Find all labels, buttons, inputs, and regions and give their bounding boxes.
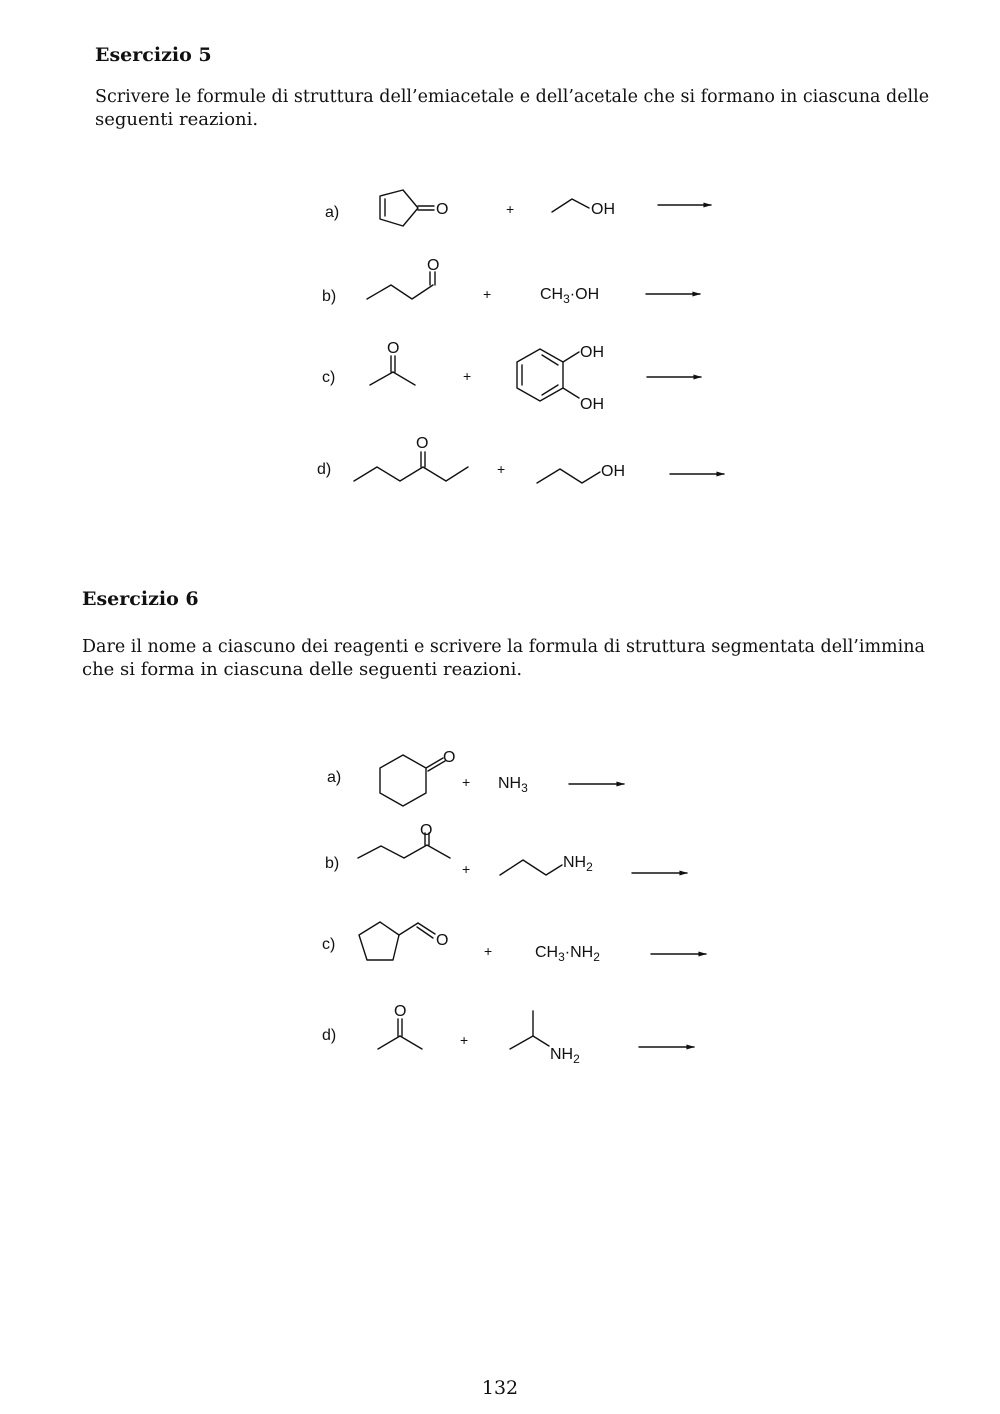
ethanol-structure xyxy=(552,199,615,218)
exercise-6-title: Esercizio 6 xyxy=(82,588,199,610)
plus-sign: + xyxy=(484,943,493,959)
plus-sign: + xyxy=(462,861,471,877)
oxygen-atom: O xyxy=(436,932,449,949)
hydroxyl-group-1: OH xyxy=(580,344,604,361)
cyclohexanone-structure xyxy=(380,749,455,806)
hydroxyl-group: OH xyxy=(601,463,625,480)
catechol-structure xyxy=(517,344,604,413)
hexan-3-one-structure xyxy=(354,435,468,481)
plus-sign: + xyxy=(460,1032,469,1048)
hydroxyl-group: OH xyxy=(591,201,615,218)
propanol-structure xyxy=(537,463,625,483)
oxygen-atom: O xyxy=(387,340,400,357)
oxygen-atom: O xyxy=(443,749,456,766)
plus-sign: + xyxy=(506,201,515,217)
ex5-reaction-a xyxy=(325,190,711,226)
amine-group: $NH_2$ xyxy=(563,854,593,874)
amine-group: $NH_2$ xyxy=(550,1046,580,1066)
ex6-reaction-a xyxy=(327,749,624,806)
exercise-5-instruction-line-1: Scrivere le formule di struttura dell’emiacetale e dell’acetale che si formano in ciascuna delle xyxy=(95,87,930,107)
reaction-label: d) xyxy=(317,461,332,478)
cyclopentenone-structure xyxy=(380,190,448,226)
methanol-formula: $CH_3\cdot OH$ xyxy=(540,286,600,306)
oxygen-atom: O xyxy=(420,822,433,839)
reaction-label: c) xyxy=(322,369,336,386)
ex6-reaction-d xyxy=(322,1003,694,1066)
hydroxyl-group-2: OH xyxy=(580,396,604,413)
oxygen-atom: O xyxy=(427,257,440,274)
ex6-reaction-b xyxy=(325,822,687,877)
plus-sign: + xyxy=(462,774,471,790)
reaction-label: a) xyxy=(327,769,342,786)
exercise-5-instruction-line-2: seguenti reazioni. xyxy=(95,109,259,130)
methylamine-formula: $CH_3\cdot NH_2$ xyxy=(535,944,600,964)
ex6-reaction-c xyxy=(322,922,706,964)
acetone-structure xyxy=(378,1003,422,1049)
plus-sign: + xyxy=(497,461,506,477)
plus-sign: + xyxy=(463,368,472,384)
reaction-label: b) xyxy=(325,855,340,872)
exercise-6-instruction-line-2: che si forma in ciascuna delle seguenti reazioni. xyxy=(82,659,523,680)
butanone-structure xyxy=(358,822,450,858)
ammonia-formula: $NH_3$ xyxy=(498,775,528,795)
reaction-label: c) xyxy=(322,936,336,953)
ex5-reaction-b xyxy=(322,257,700,306)
reaction-label: a) xyxy=(325,204,340,221)
propylamine-structure xyxy=(500,854,593,875)
butanal-structure xyxy=(367,257,439,299)
isopropylamine-structure xyxy=(510,1011,580,1066)
plus-sign: + xyxy=(483,286,492,302)
ex5-reaction-c xyxy=(322,340,701,413)
reaction-label: b) xyxy=(322,288,337,305)
ex5-reaction-d xyxy=(317,435,724,483)
exercise-5-title: Esercizio 5 xyxy=(95,44,212,66)
page-number: 132 xyxy=(481,1377,519,1399)
reaction-label: d) xyxy=(322,1027,337,1044)
oxygen-atom: O xyxy=(436,201,449,218)
cyclopentanecarbaldehyde-structure xyxy=(359,922,448,960)
exercise-6-instruction-line-1: Dare il nome a ciascuno dei reagenti e scrivere la formula di struttura segmentata dell’immina xyxy=(82,637,925,657)
acetone-structure xyxy=(370,340,415,385)
oxygen-atom: O xyxy=(416,435,429,452)
oxygen-atom: O xyxy=(394,1003,407,1020)
